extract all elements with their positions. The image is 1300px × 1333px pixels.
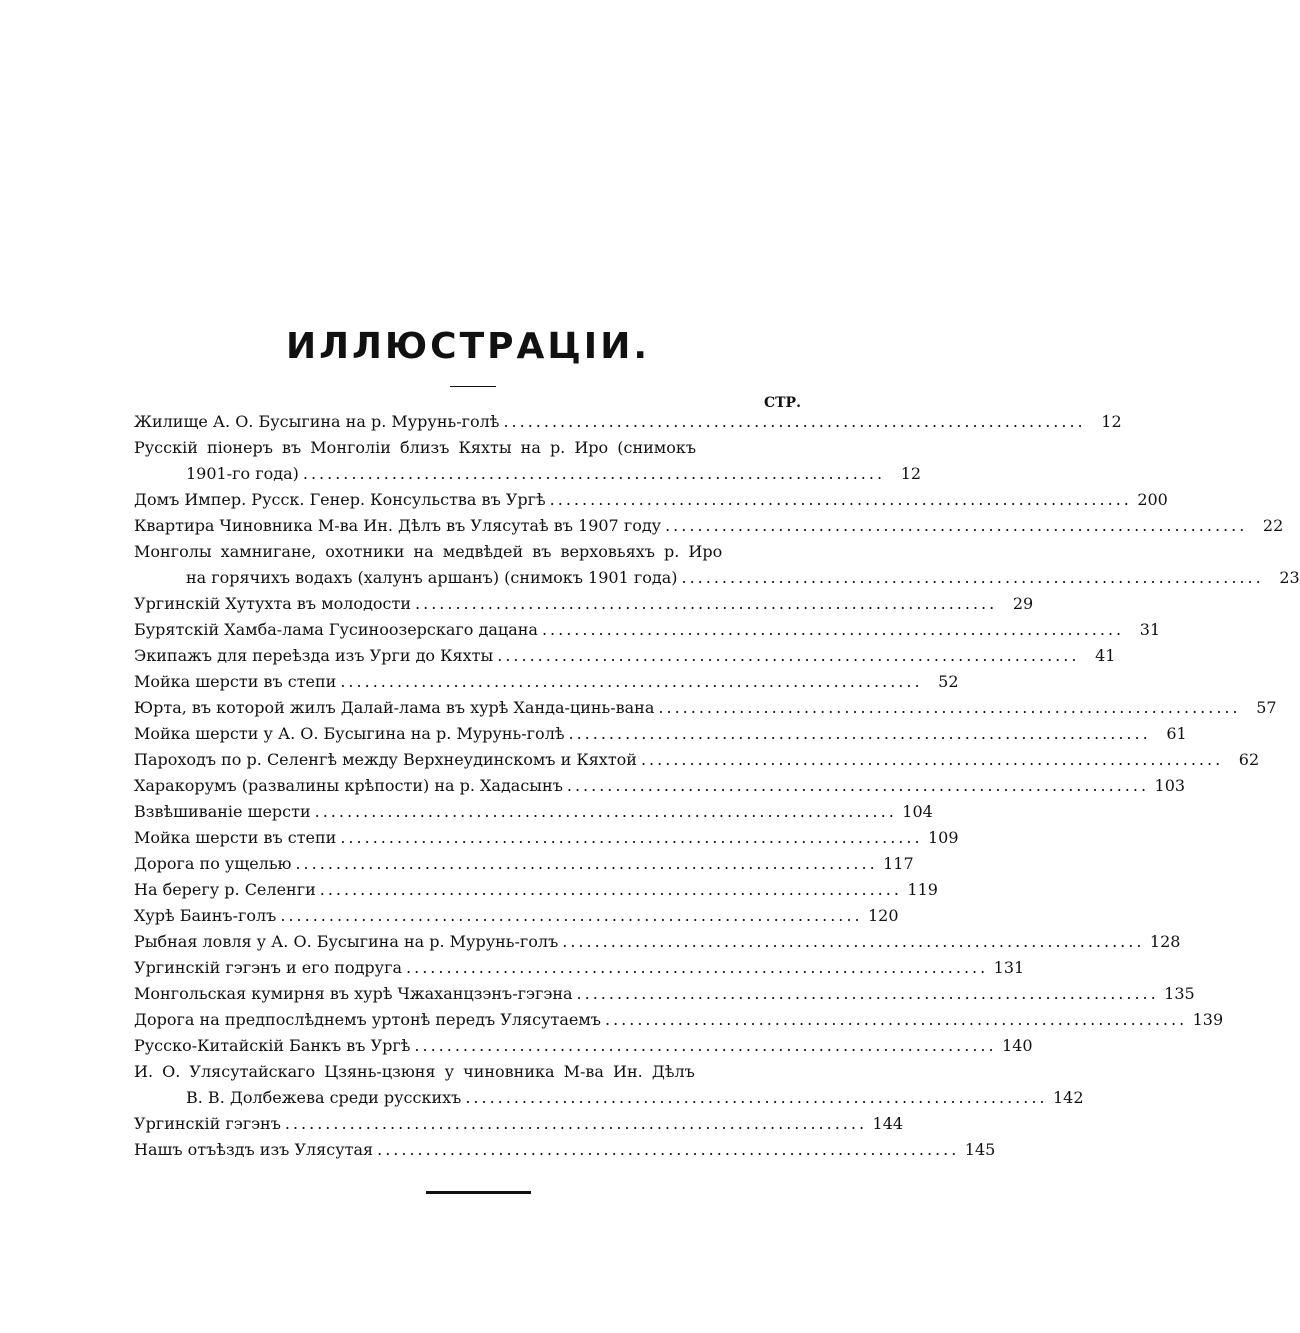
entry-title: Бурятскій Хамба-лама Гусиноозерскаго дацана	[134, 620, 538, 639]
entry-page: 140	[1002, 1036, 1033, 1055]
list-item	[134, 1085, 1084, 1111]
entry-page: 12	[900, 464, 922, 483]
entry-page: 61	[1166, 724, 1187, 743]
entry-title: Ургинскій гэгэнъ и его подруга	[134, 958, 403, 977]
leader-dots: ........................................................................	[640, 750, 1224, 769]
entry-title: Монголы хамнигане, охотники на медвѣдей въ верховьяхъ р. Иро	[134, 542, 723, 561]
leader-dots: ........................................................................	[658, 698, 1241, 717]
entry-page: 119	[907, 880, 938, 899]
page-title: ИЛЛЮСТРАЦІИ.	[285, 326, 650, 367]
list-item	[134, 799, 933, 825]
leader-dots: ........................................................................	[568, 724, 1151, 743]
list-item	[134, 695, 1277, 721]
list-item	[134, 747, 1260, 773]
entry-title: Взвѣшиваніе шерсти	[134, 802, 311, 821]
entry-title: Жилище А. О. Бусыгина на р. Мурунь-голѣ	[134, 412, 500, 431]
list-item	[134, 981, 1195, 1007]
entry-title: Домъ Импер. Русск. Генер. Консульства въ Ургѣ	[134, 490, 546, 509]
leader-dots: ........................................................................	[340, 672, 923, 691]
entry-page: 109	[927, 828, 959, 847]
list-item	[134, 565, 1300, 591]
illustrations-list	[134, 409, 1300, 1163]
leader-dots: ........................................................................	[340, 828, 923, 847]
list-item	[134, 851, 914, 877]
entry-title: на горячихъ водахъ (халунъ аршанъ) (снимокъ 1901 года)	[186, 568, 678, 587]
entry-title: Русскій піонеръ въ Монголіи близъ Кяхты на р. Иро (снимокъ	[134, 438, 697, 457]
entry-page: 41	[1095, 646, 1116, 665]
entry-title: Рыбная ловля у А. О. Бусыгина на р. Мурунь-голъ	[134, 932, 559, 951]
list-item	[134, 513, 1284, 539]
entry-title: Мойка шерсти у А. О. Бусыгина на р. Мурунь-голѣ	[134, 724, 565, 743]
leader-dots: ........................................................................	[503, 412, 1086, 431]
entry-page: 139	[1192, 1010, 1224, 1029]
entry-page: 144	[872, 1114, 904, 1133]
entry-title: Мойка шерсти въ степи	[134, 828, 337, 847]
list-item	[134, 617, 1161, 643]
list-item	[134, 1007, 1224, 1033]
entry-title: Квартира Чиновника М-ва Ин. Дѣлъ въ Улясутаѣ въ 1907 году	[134, 516, 662, 535]
leader-dots: ........................................................................	[377, 1140, 960, 1159]
entry-page: 57	[1256, 698, 1277, 717]
list-item	[134, 669, 959, 695]
leader-dots: ........................................................................	[562, 932, 1145, 951]
entry-title: Хурѣ Баинъ-голъ	[134, 906, 277, 925]
entry-page: 128	[1149, 932, 1181, 951]
title-underline	[450, 386, 496, 387]
leader-dots: ........................................................................	[415, 594, 998, 613]
entry-title: И. О. Улясутайскаго Цзянь-цзюня у чиновника М-ва Ин. Дѣлъ	[134, 1062, 695, 1081]
leader-dots: ........................................................................	[280, 906, 863, 925]
leader-dots: ........................................................................	[541, 620, 1125, 639]
leader-dots: ........................................................................	[465, 1088, 1048, 1107]
entry-title: На берегу р. Селенги	[134, 880, 316, 899]
entry-page: 104	[902, 802, 933, 821]
leader-dots: ........................................................................	[665, 516, 1248, 535]
entry-page: 103	[1154, 776, 1186, 795]
list-item	[134, 929, 1181, 955]
list-item	[134, 643, 1116, 669]
leader-dots: ........................................................................	[295, 854, 878, 873]
entry-title: Дорога по ущелью	[134, 854, 292, 873]
closing-rule	[426, 1191, 531, 1194]
entry-page: 52	[938, 672, 959, 691]
page-column-label: СТР.	[764, 395, 801, 411]
leader-dots: ........................................................................	[549, 490, 1132, 509]
list-item	[134, 1111, 904, 1137]
entry-page: 62	[1238, 750, 1260, 769]
leader-dots: ........................................................................	[681, 568, 1264, 587]
entry-page: 117	[883, 854, 914, 873]
entry-title: Экипажъ для переѣзда изъ Урги до Кяхты	[134, 646, 494, 665]
leader-dots: ........................................................................	[604, 1010, 1188, 1029]
entry-title: Ургинскій гэгэнъ	[134, 1114, 281, 1133]
entry-page: 23	[1279, 568, 1300, 587]
leader-dots: ........................................................................	[566, 776, 1150, 795]
entry-page: 131	[993, 958, 1025, 977]
list-item	[134, 955, 1025, 981]
leader-dots: ........................................................................	[319, 880, 902, 899]
list-item	[134, 1137, 996, 1163]
entry-page: 142	[1052, 1088, 1084, 1107]
list-item	[134, 591, 1034, 617]
entry-page: 145	[964, 1140, 996, 1159]
leader-dots: ........................................................................	[497, 646, 1080, 665]
list-item	[134, 877, 938, 903]
list-item	[134, 435, 810, 461]
list-item	[134, 903, 899, 929]
entry-title: Нашъ отъѣздъ изъ Улясутая	[134, 1140, 374, 1159]
entry-title: Харакорумъ (развалины крѣпости) на р. Хадасынъ	[134, 776, 563, 795]
list-item	[134, 409, 1122, 435]
entry-title: Русско-Китайскій Банкъ въ Ургѣ	[134, 1036, 411, 1055]
leader-dots: ........................................................................	[414, 1036, 997, 1055]
entry-page: 135	[1164, 984, 1195, 1003]
list-item	[134, 721, 1187, 747]
entry-title: Юрта, въ которой жилъ Далай-лама въ хурѣ Ханда-цинь-вана	[134, 698, 655, 717]
leader-dots: ........................................................................	[314, 802, 897, 821]
entry-title: Мойка шерсти въ степи	[134, 672, 337, 691]
entry-title: Монгольская кумирня въ хурѣ Чжаханцзэнъ-гэгэна	[134, 984, 573, 1003]
list-item	[134, 539, 810, 565]
list-item	[134, 825, 959, 851]
entry-page: 22	[1262, 516, 1284, 535]
list-item	[134, 1059, 810, 1085]
entry-title: 1901-го года)	[186, 464, 299, 483]
entry-page: 31	[1139, 620, 1161, 639]
entry-title: Ургинскій Хутухта въ молодости	[134, 594, 412, 613]
list-item	[134, 487, 1168, 513]
leader-dots: ........................................................................	[284, 1114, 868, 1133]
list-item	[134, 461, 922, 487]
entry-page: 29	[1012, 594, 1034, 613]
entry-page: 120	[868, 906, 899, 925]
leader-dots: ........................................................................	[576, 984, 1159, 1003]
leader-dots: ........................................................................	[406, 958, 989, 977]
entry-title: Пароходъ по р. Селенгѣ между Верхнеудинскомъ и Кяхтой	[134, 750, 637, 769]
list-item	[134, 773, 1186, 799]
entry-page: 200	[1137, 490, 1168, 509]
list-item	[134, 1033, 1033, 1059]
entry-title: В. В. Долбежева среди русскихъ	[186, 1088, 462, 1107]
entry-page: 12	[1101, 412, 1122, 431]
leader-dots: ........................................................................	[302, 464, 886, 483]
entry-title: Дорога на предпослѣднемъ уртонѣ передъ Улясутаемъ	[134, 1010, 601, 1029]
